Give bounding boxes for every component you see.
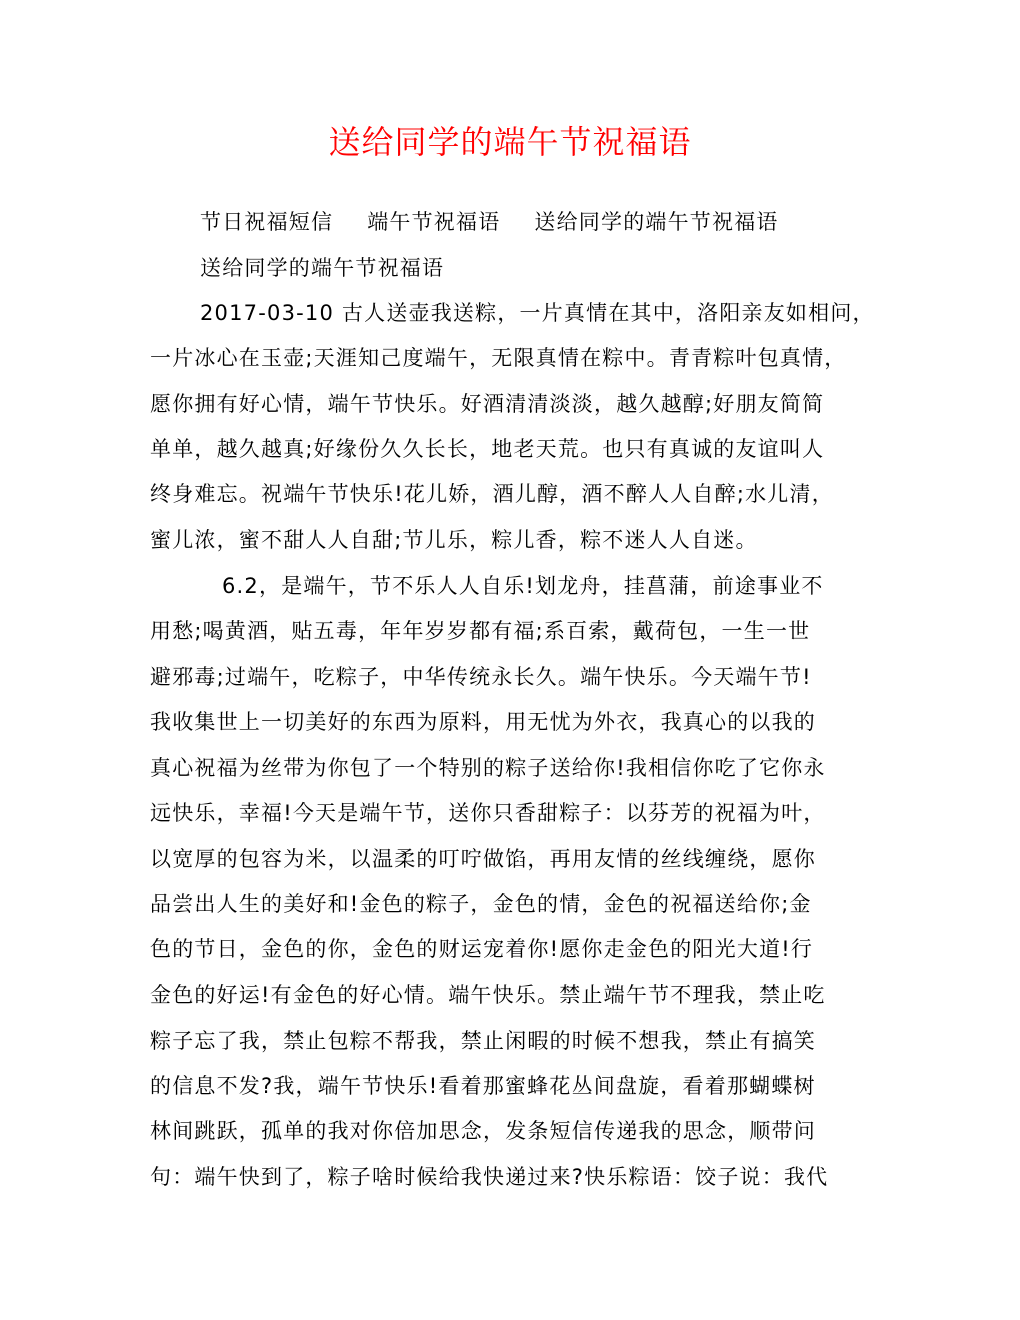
- paragraph-line: 愿你拥有好心情，端午节快乐。好酒清清淡淡，越久越醇;好朋友简简: [150, 392, 825, 416]
- paragraph-line: 6.2，是端午，节不乐人人自乐!划龙舟，挂菖蒲，前途事业不: [222, 574, 824, 598]
- paragraph-line: 以宽厚的包容为米，以温柔的叮咛做馅，再用友情的丝线缠绕，愿你: [150, 847, 816, 871]
- document-title: 送给同学的端午节祝福语: [328, 123, 692, 161]
- paragraph-line: 用愁;喝黄酒，贴五毒，年年岁岁都有福;系百索，戴荷包，一生一世: [150, 619, 811, 643]
- paragraph-line: 远快乐，幸福!今天是端午节，送你只香甜粽子：以芬芳的祝福为叶，: [150, 801, 826, 825]
- paragraph-line: 单单，越久越真;好缘份久久长长，地老天荒。也只有真诚的友谊叫人: [150, 437, 825, 461]
- tag-line: [200, 208, 940, 236]
- paragraph-line: 品尝出人生的美好和!金色的粽子，金色的情，金色的祝福送给你;金: [150, 892, 812, 916]
- paragraph-line: 真心祝福为丝带为你包了一个特别的粽子送给你!我相信你吃了它你永: [150, 756, 826, 780]
- paragraph-line: 终身难忘。祝端午节快乐!花儿娇，酒儿醇，酒不醉人人自醉;水儿清，: [150, 482, 834, 506]
- paragraph-line: 的信息不发?我，端午节快乐!看着那蜜蜂花丛间盘旋，看着那蝴蝶树: [150, 1074, 816, 1098]
- paragraph-line: 金色的好运!有金色的好心情。端午快乐。禁止端午节不理我，禁止吃: [150, 983, 826, 1007]
- paragraph-line: 蜜儿浓，蜜不甜人人自甜;节儿乐，粽儿香，粽不迷人人自迷。: [150, 528, 758, 552]
- paragraph-line: 一片冰心在玉壶;天涯知己度端午，无限真情在粽中。青青粽叶包真情，: [150, 346, 847, 370]
- paragraph-line: 2017-03-10 古人送壶我送粽，一片真情在其中，洛阳亲友如相问，: [200, 301, 875, 325]
- paragraph-line: 我收集世上一切美好的东西为原料，用无忧为外衣，我真心的以我的: [150, 710, 816, 734]
- paragraph-line: 林间跳跃，孤单的我对你倍加思念，发条短信传递我的思念，顺带问: [150, 1119, 816, 1143]
- tag: 送给同学的端午节祝福语: [534, 210, 779, 234]
- paragraph-line: 避邪毒;过端午，吃粽子，中华传统永长久。端午快乐。今天端午节!: [150, 665, 812, 689]
- tag: 端午节祝福语: [367, 210, 501, 234]
- paragraph-line: 粽子忘了我，禁止包粽不帮我，禁止闲暇的时候不想我，禁止有搞笑: [150, 1029, 816, 1053]
- tag: 节日祝福短信: [200, 210, 334, 234]
- paragraph-line: 句：端午快到了，粽子啥时候给我快递过来?快乐粽语：饺子说：我代: [150, 1165, 829, 1189]
- paragraph-line: 色的节日，金色的你，金色的财运宠着你!愿你走金色的阳光大道!行: [150, 937, 814, 961]
- document-subtitle: 送给同学的端午节祝福语: [200, 256, 445, 280]
